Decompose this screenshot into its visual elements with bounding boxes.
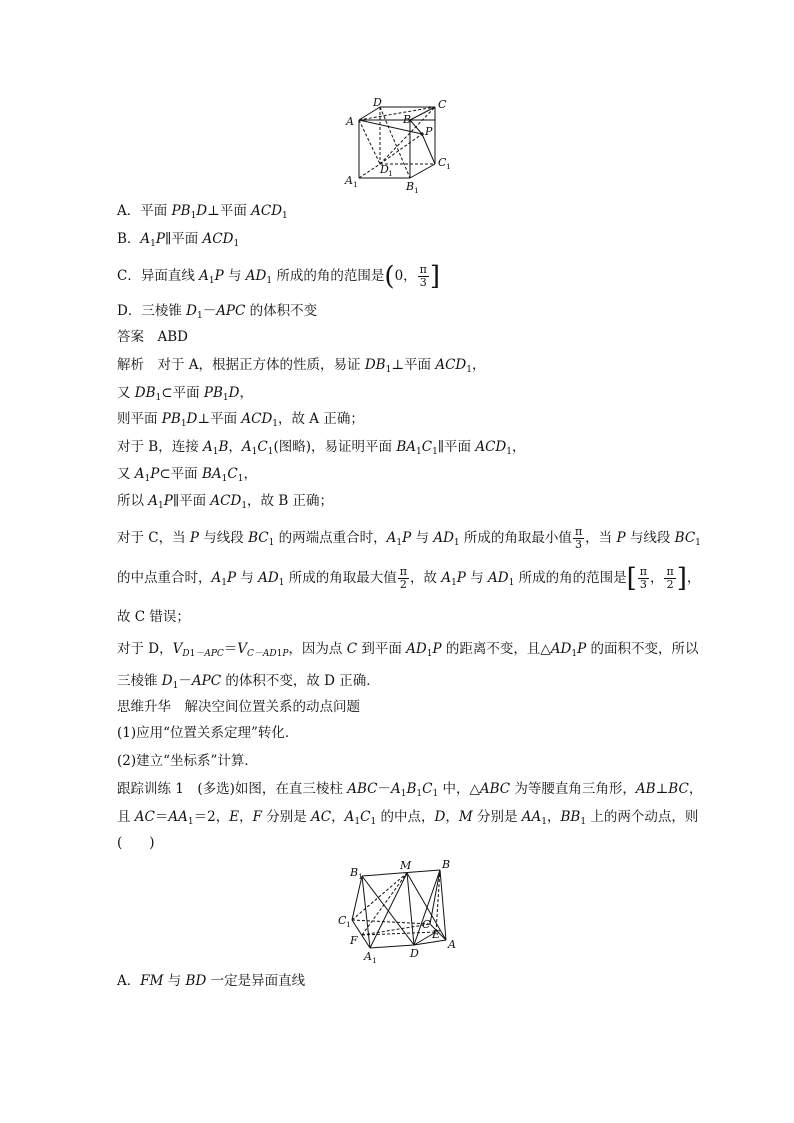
fig2-label-b1-sub: 1 (358, 872, 363, 881)
answer: 答案 ABD (117, 329, 188, 345)
thinking-point-2: (2)建立“坐标系”计算． (117, 753, 258, 769)
fig2-label-f: F (350, 934, 358, 947)
option-b: B．$A_1P\parallel$平面 $ACD_1$ (117, 231, 240, 249)
analysis-line-10: 对于 D，$V_{D1-APC}=V_{C-AD1P}$，因为点 C 到平面 $AD_1P$ 的距离不变，且$\triangle AD_1P$ 的面积不变，所以 (117, 641, 699, 659)
option-a: A．平面 $PB_1D\perp$平面 $ACD_1$ (117, 203, 288, 221)
cube-figure (340, 96, 460, 194)
prism-figure (334, 856, 464, 966)
option-d: D．三棱锥 $D_1-APC$ 的体积不变 (117, 303, 318, 321)
analysis-line-3: 则平面 $PB_1D\perp$平面 $ACD_1$，故 A 正确； (117, 411, 364, 429)
label-d1-sub: 1 (388, 169, 393, 178)
label-b1-sub: 1 (414, 186, 419, 194)
fig2-label-b: B (442, 858, 451, 871)
fig2-label-c1-sub: 1 (346, 920, 351, 929)
label-b1: B (406, 180, 415, 193)
fig2-label-a1-sub: 1 (372, 956, 377, 965)
exercise-option-a: A．FM 与 BD 一定是异面直线 (117, 973, 306, 989)
option-c: C．异面直线 $A_1P$ 与 $AD_1$ 所成的角的范围是(0， $\frac{\pi}{3}$ ] (117, 261, 441, 292)
analysis-line-5: 又 $A_1P\subset$平面 $BA_1C_1$， (117, 466, 257, 484)
analysis-line-7: 对于 C，当 P 与线段 $BC_1$ 的两端点重合时，$A_1P$ 与 $AD_1$ 所成的角取最小值 $\frac{\pi}{3}$ ，当 P 与线段 $BC_1$ (117, 525, 701, 551)
fig2-label-a: A (448, 938, 456, 951)
analysis-line-11: 三棱锥 $D_1-APC$ 的体积不变，故 D 正确． (117, 673, 380, 691)
thinking-point-1: (1)应用“位置关系定理”转化． (117, 725, 299, 741)
fig2-label-e: E (432, 928, 441, 941)
analysis-line-4: 对于 B，连接 $A_1B$，$A_1C_1$(图略)，易证明平面 $BA_1C_1\parallel$平面 $ACD_1$， (117, 439, 526, 457)
fig2-label-b1: B (350, 866, 359, 879)
analysis-line-9: 故 C 错误； (117, 609, 190, 625)
label-c1-sub: 1 (446, 162, 451, 171)
label-a1-sub: 1 (353, 180, 358, 189)
analysis-line-8: 的中点重合时，$A_1P$ 与 $AD_1$ 所成的角取最大值 $\frac{\pi}{2}$ ，故 $A_1P$ 与 $AD_1$ 所成的角的范围是[ $\frac{\pi}{3}$ ， $\frac{\pi}{2}$ ]， (117, 563, 701, 594)
analysis-line-2: 又 $DB_1\subset$平面 $PB_1D$， (117, 385, 253, 403)
fig2-label-d: D (410, 947, 419, 960)
analysis-line-1: 解析 对于 A，根据正方体的性质，易证 $DB_1\perp$平面 $ACD_1$， (117, 357, 486, 375)
label-d: D (373, 96, 382, 109)
exercise-line-2: 且 $AC=AA_1=2$，E，F 分别是 AC，$A_1C_1$ 的中点，D，M 分别是 $AA_1$，$BB_1$ 上的两个动点，则 (117, 809, 699, 827)
label-a1: A (345, 174, 353, 187)
exercise-line-3: ( ) (117, 835, 155, 851)
fig2-label-a1: A (364, 950, 372, 963)
label-d1: D (380, 163, 389, 176)
point-p (420, 132, 423, 135)
label-c: C (438, 98, 447, 111)
label-p: P (425, 125, 433, 138)
thinking-title: 思维升华 解决空间位置关系的动点问题 (117, 699, 360, 715)
fig2-label-m: M (400, 859, 412, 872)
label-b: B (403, 113, 412, 126)
label-c1: C (438, 156, 447, 169)
label-a: A (346, 115, 354, 128)
fig2-label-c: C (422, 918, 431, 931)
fig2-label-c1: C (338, 914, 347, 927)
analysis-line-6: 所以 $A_1P\parallel$平面 $ACD_1$，故 B 正确； (117, 493, 334, 511)
exercise-line-1: 跟踪训练 1 (多选)如图，在直三棱柱 $ABC-A_1B_1C_1$ 中，△ABC 为等腰直角三角形，AB⊥BC， (117, 781, 703, 799)
